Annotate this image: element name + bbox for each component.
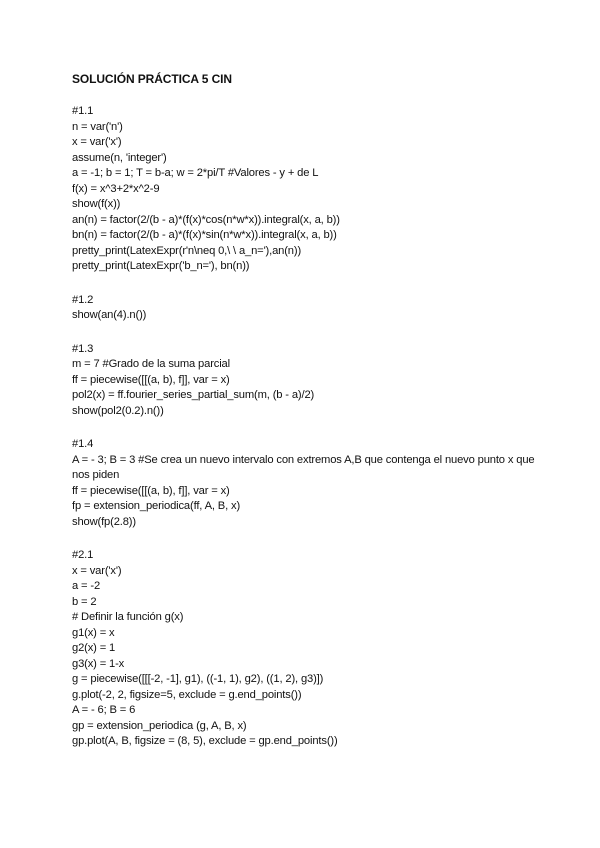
section-heading: #1.1 (72, 105, 94, 117)
code-line: show(pol2(0.2).n()) (72, 404, 164, 417)
code-line: an(n) = factor(2/(b - a)*(f(x)*cos(n*w*x)).integral(x, a, b)) (72, 213, 340, 226)
section-heading: #2.1 (72, 549, 94, 561)
code-line: pretty_print(LatexExpr('b_n='), bn(n)) (72, 260, 250, 272)
code-line: assume(n, 'integer') (72, 151, 167, 164)
code-line: g3(x) = 1-x (72, 657, 125, 670)
code-line: A = - 6; B = 6 (72, 704, 136, 716)
code-line: show(f(x)) (72, 198, 121, 210)
code-line: gp.plot(A, B, figsize = (8, 5), exclude = gp.end_points()) (72, 735, 338, 747)
code-line: f(x) = x^3+2*x^2-9 (72, 182, 160, 195)
code-line: x = var('x') (72, 564, 122, 577)
code-line: x = var('x') (72, 136, 122, 148)
code-section (72, 548, 542, 750)
code-line: b = 2 (72, 595, 97, 608)
section-heading: #1.3 (72, 342, 94, 355)
code-line: ff = piecewise([[(a, b), f]], var = x) (72, 373, 230, 386)
code-section (72, 437, 542, 530)
code-line: n = var('n') (72, 120, 123, 133)
code-line: g1(x) = x (72, 626, 115, 639)
code-line: bn(n) = factor(2/(b - a)*(f(x)*sin(n*w*x)).integral(x, a, b)) (72, 229, 337, 241)
document-title: SOLUCIÓN PRÁCTICA 5 CIN (72, 72, 232, 86)
code-content (72, 104, 542, 768)
code-line: # Definir la función g(x) (72, 611, 184, 623)
code-line: fp = extension_periodica(ff, A, B, x) (72, 500, 241, 512)
code-line: pretty_print(LatexExpr(r'n\neq 0,\ \ a_n='),an(n)) (72, 244, 302, 257)
section-heading: #1.2 (72, 293, 94, 306)
code-line: m = 7 #Grado de la suma parcial (72, 358, 230, 370)
code-line: A = - 3; B = 3 #Se crea un nuevo intervalo con extremos A,B que contenga el nuevo punto x que nos piden (72, 453, 538, 481)
code-line: show(fp(2.8)) (72, 515, 136, 528)
code-line: show(an(4).n()) (72, 309, 147, 321)
code-line: g = piecewise([[[-2, -1], g1), ((-1, 1), g2), ((1, 2), g3)]) (72, 673, 324, 685)
code-line: a = -2 (72, 580, 101, 592)
code-section (72, 293, 542, 324)
code-line: pol2(x) = ff.fourier_series_partial_sum(m, (b - a)/2) (72, 389, 315, 401)
code-line: g.plot(-2, 2, figsize=5, exclude = g.end_points()) (72, 688, 302, 701)
code-line: a = -1; b = 1; T = b-a; w = 2*pi/T #Valores - y + de L (72, 167, 319, 179)
code-line: gp = extension_periodica (g, A, B, x) (72, 719, 247, 732)
code-section (72, 104, 542, 275)
code-line: ff = piecewise([[(a, b), f]], var = x) (72, 484, 230, 497)
code-line: g2(x) = 1 (72, 642, 116, 654)
code-section (72, 342, 542, 420)
section-heading: #1.4 (72, 438, 94, 450)
